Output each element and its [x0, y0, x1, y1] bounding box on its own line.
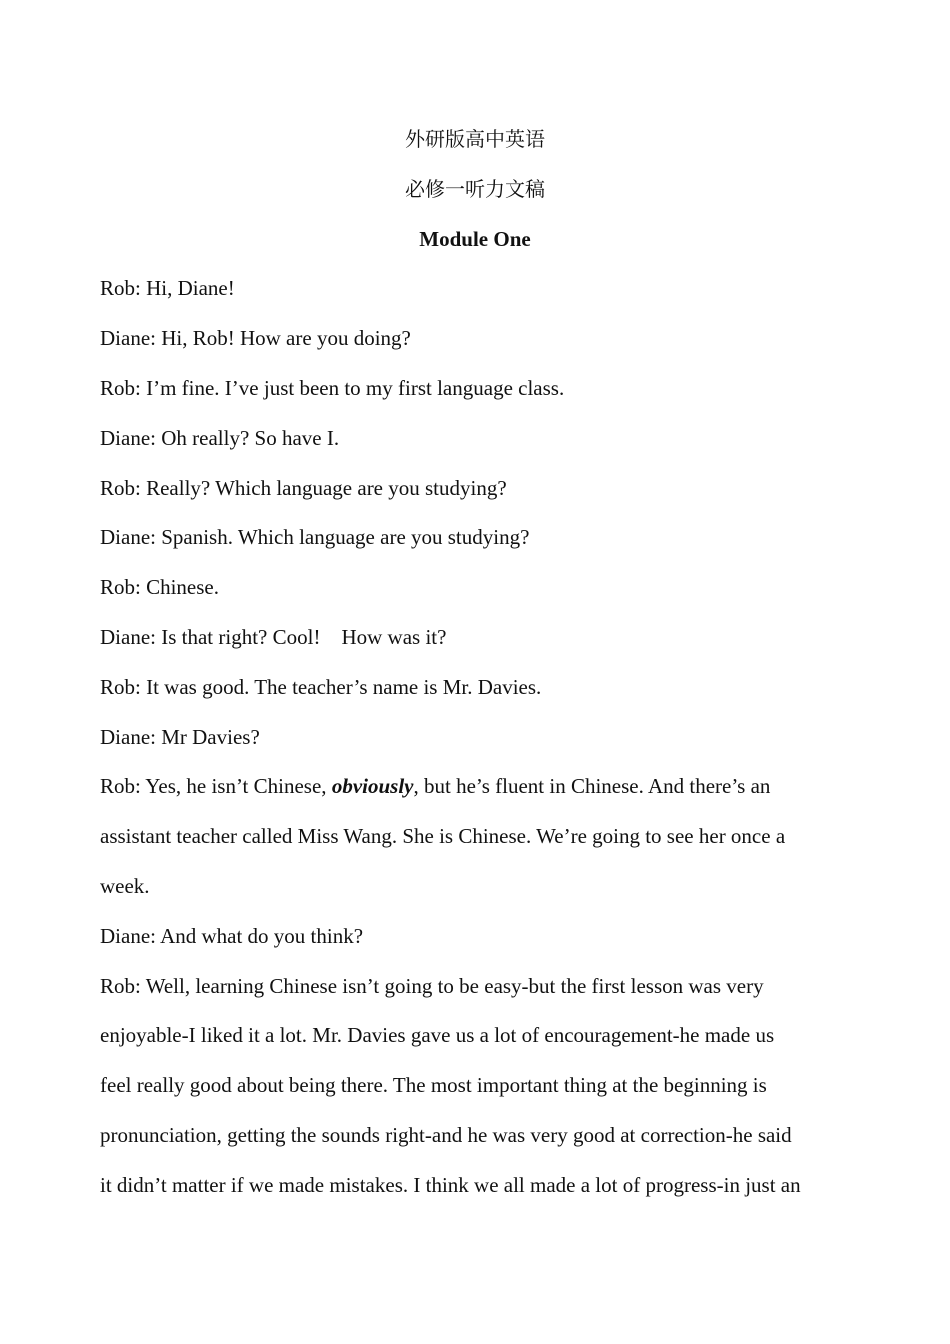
dialogue-line: Diane: Is that right? Cool! How was it?	[100, 624, 447, 649]
dialogue-line: Diane: Hi, Rob! How are you doing?	[100, 326, 411, 351]
document-page	[100, 115, 850, 1211]
dialogue-line: Rob: It was good. The teacher’s name is Mr. Davies.	[100, 674, 542, 699]
rob-reply-line1	[100, 762, 850, 812]
rob-long-line: pronunciation, getting the sounds right-and he was very good at correction-he said	[100, 1122, 792, 1147]
dialogue-line: Rob: Hi, Diane!	[100, 276, 235, 301]
rob-long-line: Rob: Well, learning Chinese isn’t going to be easy-but the first lesson was very	[100, 973, 764, 998]
dialogue-line: Diane: Spanish. Which language are you studying?	[100, 525, 530, 550]
rob-reply-line2: assistant teacher called Miss Wang. She is Chinese. We’re going to see her once a	[100, 824, 786, 849]
rob-long-line: it didn’t matter if we made mistakes. I think we all made a lot of progress-in just an	[100, 1172, 801, 1197]
module-heading: Module One	[419, 226, 531, 251]
rob-reply-line3: week.	[100, 873, 150, 898]
dialogue-line: Rob: Really? Which language are you studying?	[100, 475, 507, 500]
rob-long-line: feel really good about being there. The most important thing at the beginning is	[100, 1073, 767, 1098]
dialogue-line: Diane: Mr Davies?	[100, 724, 260, 749]
rob-long-line: enjoyable-I liked it a lot. Mr. Davies gave us a lot of encouragement-he made us	[100, 1023, 775, 1048]
dialogue-line: Rob: I’m fine. I’ve just been to my first language class.	[100, 375, 565, 400]
emphasis-word: obviously	[331, 774, 414, 799]
dialogue-line: Diane: Oh really? So have I.	[100, 425, 340, 450]
dialogue-line: Rob: Chinese.	[100, 575, 219, 600]
document-title-line1: 外研版高中英语	[405, 127, 545, 151]
dialogue-line: Diane: And what do you think?	[100, 923, 364, 948]
rob-reply-suffix: , but he’s fluent in Chinese. And there’s an	[413, 774, 771, 799]
rob-reply-prefix: Rob: Yes, he isn’t Chinese,	[100, 774, 332, 799]
document-title-line2: 必修一听力文稿	[405, 176, 545, 201]
